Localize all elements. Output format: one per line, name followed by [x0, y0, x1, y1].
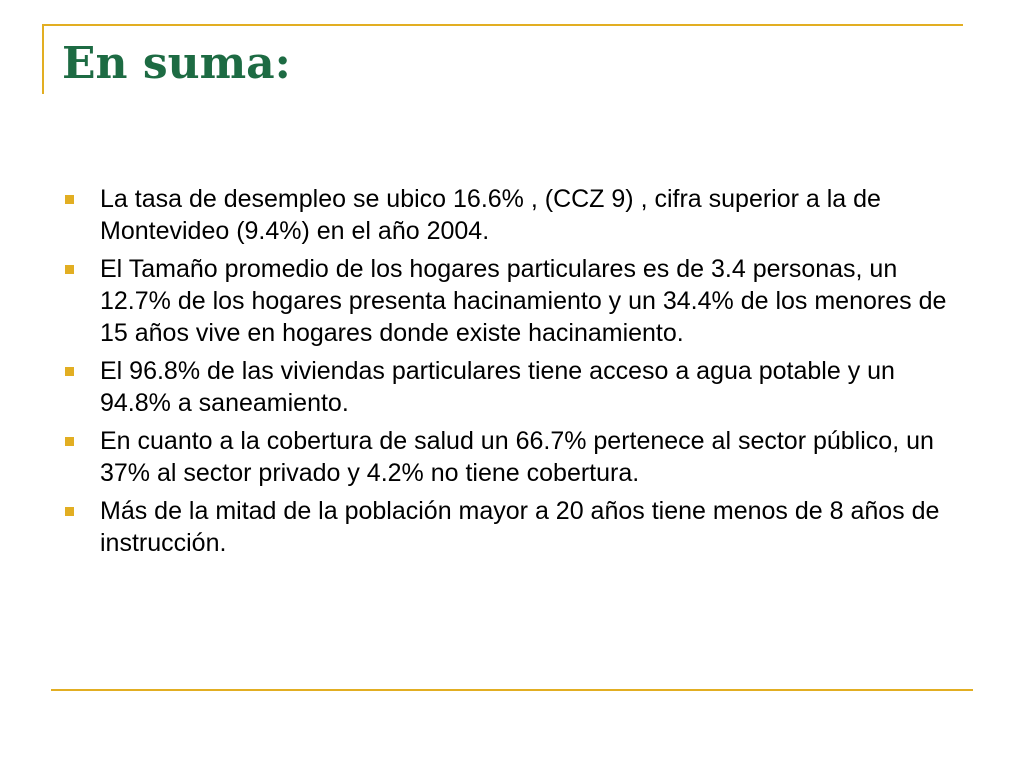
square-bullet-icon: [65, 195, 74, 204]
bullet-item: [62, 355, 972, 419]
frame-top-line: [42, 24, 963, 26]
bullet-text: El 96.8% de las viviendas particulares tiene acceso a agua potable y un 94.8% a saneamiento.: [100, 357, 895, 417]
bullet-item: [62, 495, 972, 559]
frame-left-line: [42, 24, 44, 94]
square-bullet-icon: [65, 437, 74, 446]
bullet-text: El Tamaño promedio de los hogares particulares es de 3.4 personas, un 12.7% de los hogares presenta hacinamiento y un 34.4% de los menores de 15 años vive en hogares donde existe hacinamiento.: [100, 255, 947, 347]
square-bullet-icon: [65, 507, 74, 516]
square-bullet-icon: [65, 265, 74, 274]
bullet-item: [62, 253, 972, 349]
slide-title: En suma:: [62, 38, 291, 89]
bullet-list: [62, 183, 972, 565]
bullet-text: En cuanto a la cobertura de salud un 66.7% pertenece al sector público, un 37% al sector privado y 4.2% no tiene cobertura.: [100, 427, 934, 487]
bullet-item: [62, 183, 972, 247]
square-bullet-icon: [65, 367, 74, 376]
bullet-text: La tasa de desempleo se ubico 16.6% , (CCZ 9) , cifra superior a la de Montevideo (9.4%) en el año 2004.: [100, 185, 881, 245]
bullet-text: Más de la mitad de la población mayor a 20 años tiene menos de 8 años de instrucción.: [100, 497, 940, 557]
frame-bottom-line: [51, 689, 973, 691]
bullet-item: [62, 425, 972, 489]
